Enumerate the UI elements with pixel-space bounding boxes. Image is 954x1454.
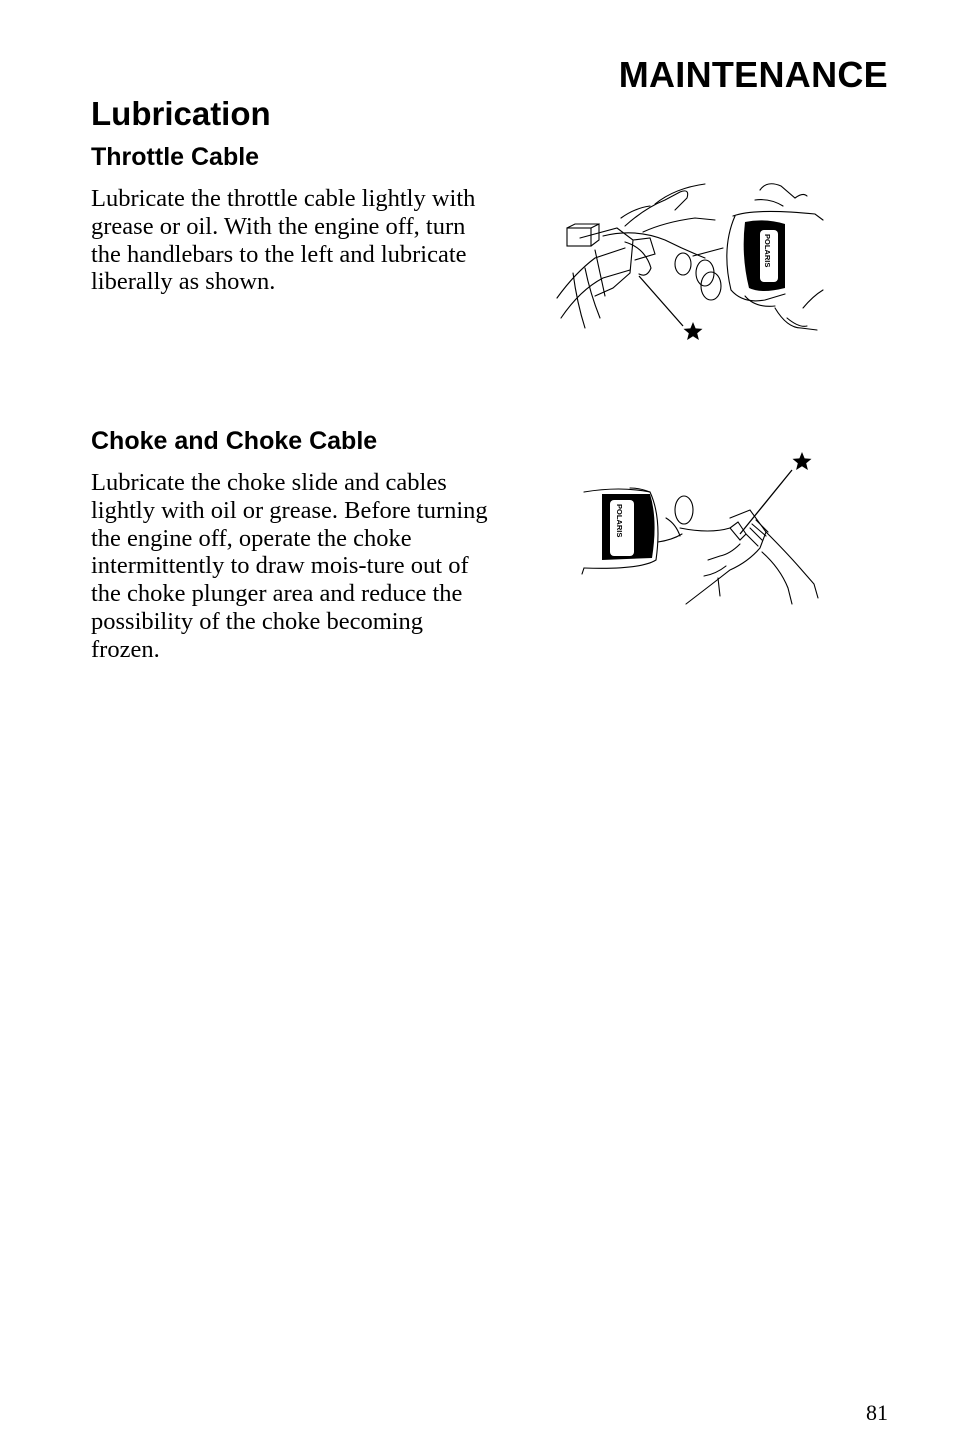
throttle-cable-text: Lubricate the throttle cable lightly with grease or oil. With the engine off, turn the handlebars to the left and lubricate liberally as shown.: [91, 185, 476, 296]
star-icon: [793, 452, 812, 470]
page-number: 81: [866, 1400, 888, 1425]
star-icon: [684, 322, 703, 340]
throttle-cable-heading: Throttle Cable: [91, 143, 260, 171]
chapter-title: MAINTENANCE: [618, 54, 888, 95]
polaris-logo: POLARIS: [763, 234, 772, 268]
section-title: Lubrication: [91, 95, 271, 132]
choke-cable-text: Lubricate the choke slide and cables lightly with oil or grease. Before turning the engine off, operate the choke intermittently to draw mois-ture out of the choke plunger area and reduce the possibility of the choke becoming frozen.: [91, 469, 488, 663]
choke-cable-heading: Choke and Choke Cable: [91, 427, 378, 455]
polaris-logo: POLARIS: [615, 504, 624, 538]
choke-cable-illustration: [580, 448, 825, 608]
throttle-cable-illustration: [555, 178, 827, 348]
throttle-cable-figure: [555, 178, 827, 348]
choke-cable-figure: [580, 448, 825, 608]
